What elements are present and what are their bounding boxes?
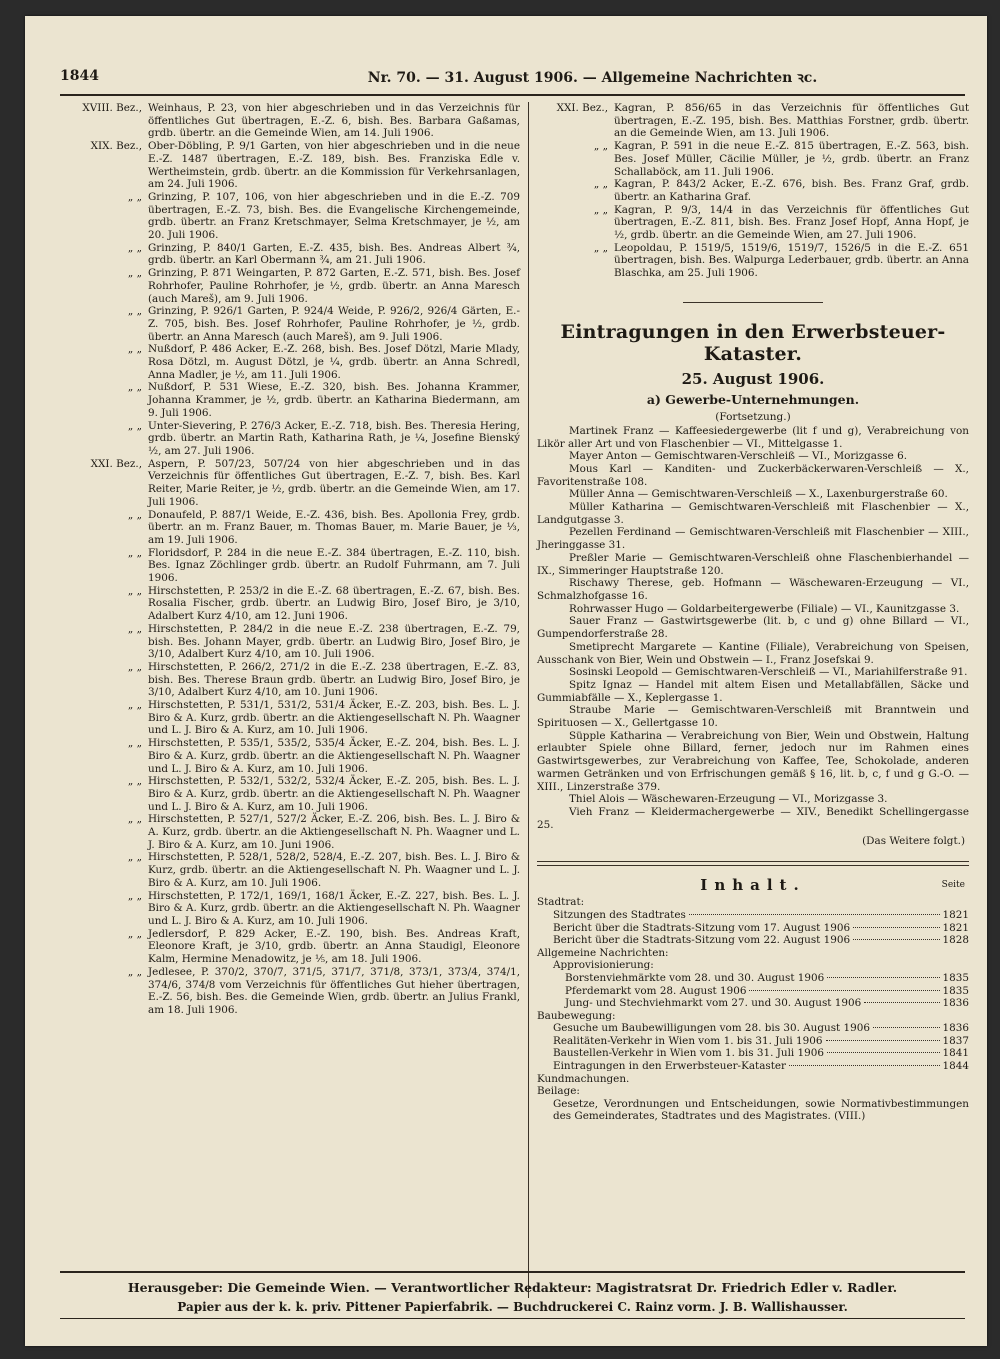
entry-text: Kagran, P. 9/3, 14/4 in das Verzeichnis für öffentliches Gut übertragen, E.-Z. 811, bish. Bes. Franz Josef Hopf, Anna Hopf, je ½, grdb. übertr. an die Gemeinde Wien, am 27. Juli 1906. — [614, 203, 969, 242]
business-entry: Vieh Franz — Kleidermachergewerbe — XIV., Benedikt Schellingergasse 25. — [537, 805, 969, 831]
district-label: „ „ — [127, 305, 142, 318]
toc-page-number: 1821 — [942, 908, 969, 921]
register-entry — [60, 813, 520, 851]
toc-item-text: Baustellen-Verkehr in Wien vom 1. bis 31. Juli 1906 — [553, 1047, 824, 1060]
newspaper-page — [25, 16, 987, 1346]
continuation-note: (Fortsetzung.) — [715, 410, 791, 423]
district-label: „ „ — [127, 508, 142, 521]
register-entry — [60, 267, 520, 305]
entry-text: Hirschstetten, P. 527/1, 527/2 Äcker, E.-Z. 206, bish. Bes. L. J. Biro & A. Kurz, grdb. übertr. an die Aktiengesellschaft N. Ph. Waagner und L. J. Biro & A. Kurz, am 10. Juni 1906. — [148, 813, 520, 851]
entry-text: Grinzing, P. 871 Weingarten, P. 872 Garten, E.-Z. 571, bish. Bes. Josef Rohrhofer, Pauline Rohrhofer, je ½, grdb. übertr. an Anna Maresch (auch Mareš), am 9. Juli 1906. — [148, 267, 520, 305]
entry-text: Grinzing, P. 840/1 Garten, E.-Z. 435, bish. Bes. Andreas Albert ¾, grdb. übertr. an Karl Obermann ¾, am 21. Juli 1906. — [148, 241, 520, 267]
toc-page-number: 1836 — [942, 997, 969, 1010]
business-entry: Mayer Anton — Gemischtwaren-Verschleiß — VI., Morizgasse 6. — [569, 450, 908, 463]
toc-item — [537, 922, 969, 935]
toc-item-text: Realitäten-Verkehr in Wien vom 1. bis 31. Juli 1906 — [553, 1034, 823, 1047]
entry-text: Grinzing, P. 926/1 Garten, P. 924/4 Weide, P. 926/2, 926/4 Gärten, E.-Z. 705, bish. Bes. Josef Rohrhofer, Pauline Rohrhofer, je ½, grdb. übertr. an Anna Maresch (auch Mareš), am 9. Juli 1906. — [148, 305, 520, 343]
district-label: XIX. Bez., — [90, 140, 142, 153]
register-entry — [60, 928, 520, 966]
toc-item-text: Eintragungen in den Erwerbsteuer-Kataster — [553, 1060, 787, 1073]
toc-title: Inhalt. — [700, 876, 806, 895]
toc-page-number: 1836 — [942, 1022, 969, 1035]
leader-dots — [864, 1002, 939, 1003]
right-column — [537, 102, 969, 1302]
district-label: „ „ — [127, 622, 142, 635]
register-entry — [60, 585, 520, 623]
toc-item — [537, 985, 969, 998]
entry-text: Kagran, P. 856/65 in das Verzeichnis für öffentliches Gut übertragen, E.-Z. 195, bish. Bes. Matthias Forstner, grdb. übertr. an die Gemeinde Wien, am 13. Juli 1906. — [614, 102, 969, 140]
register-entry — [537, 204, 969, 242]
business-entry: Martinek Franz — Kaffeesiedergewerbe (lit f und g), Verabreichung von Likör aller Art und von Flaschenbier — VI., Mittelgasse 1. — [537, 424, 969, 450]
register-entry — [60, 661, 520, 699]
business-entry: Straube Marie — Gemischtwaren-Verschleiß mit Branntwein und Spirituosen — X., Gellertgasse 10. — [537, 704, 969, 730]
business-entry: Pezellen Ferdinand — Gemischtwaren-Verschleiß mit Flaschenbier — XIII., Jheringgasse 31. — [537, 526, 969, 552]
toc-page-number: 1835 — [942, 971, 969, 984]
entry-text: Donaufeld, P. 887/1 Weide, E.-Z. 436, bish. Bes. Apollonia Frey, grdb. übertr. an m. Franz Bauer, m. Thomas Bauer, m. Marie Bauer, je ⅓, am 19. Juli 1906. — [148, 508, 520, 546]
register-entry — [60, 699, 520, 737]
entry-text: Nußdorf, P. 486 Acker, E.-Z. 268, bish. Bes. Josef Dötzl, Marie Mlady, Rosa Dötzl, m. August Dötzl, je ¼, grdb. übertr. an Anna Schredl, Anna Madler, je ½, am 11. Juli 1906. — [148, 343, 520, 381]
district-label: „ „ — [127, 699, 142, 712]
header-rule — [60, 94, 965, 96]
entry-text: Jedlesee, P. 370/2, 370/7, 371/5, 371/7, 371/8, 373/1, 373/4, 374/1, 374/6, 374/8 vom Verzeichnis für öffentliches Gut hieher übertragen, E.-Z. 56, bish. Bes. die Gemeinde Wien, grdb. übertr. an Julius Frankl, am 18. Juli 1906. — [148, 965, 520, 1016]
entry-text: Hirschstetten, P. 528/1, 528/2, 528/4, E.-Z. 207, bish. Bes. L. J. Biro & Kurz, grdb. übertr. an die Aktiengesellschaft N. Ph. Waagner und L. J. Biro & A. Kurz, am 10. Juli 1906. — [148, 851, 520, 889]
leader-dots — [827, 977, 939, 978]
business-entry: Rohrwasser Hugo — Goldarbeitergewerbe (Filiale) — VI., Kaunitzgasse 3. — [569, 602, 960, 615]
toc-item — [537, 909, 969, 922]
district-label: „ „ — [127, 737, 142, 750]
printer-line: Papier aus der k. k. priv. Pittener Papierfabrik. — Buchdruckerei C. Rainz vorm. J. B. Wallishausser. — [177, 1300, 848, 1314]
business-entry: Spitz Ignaz — Handel mit altem Eisen und Metallabfällen, Säcke und Gummiabfälle — X., Keplergasse 1. — [537, 678, 969, 704]
toc-item — [537, 1047, 969, 1060]
entry-text: Kagran, P. 843/2 Acker, E.-Z. 676, bish. Bes. Franz Graf, grdb. übertr. an Katharina Graf. — [614, 178, 969, 203]
toc-page-number: 1844 — [942, 1060, 969, 1073]
register-entry — [537, 102, 969, 140]
district-label: „ „ — [127, 267, 142, 280]
register-entry — [537, 242, 969, 280]
register-entry — [60, 623, 520, 661]
district-label: „ „ — [593, 203, 608, 216]
district-label: XVIII. Bez., — [82, 102, 142, 114]
toc-page-number: 1841 — [942, 1047, 969, 1060]
register-entry — [60, 458, 520, 509]
entry-text: Hirschstetten, P. 266/2, 271/2 in die E.-Z. 238 übertragen, E.-Z. 83, bish. Bes. Therese Braun grdb. übertr. an Ludwig Biro, Josef Biro, je 3/10, Adalbert Kurz 4/10, am 10. Juni 1906. — [148, 660, 520, 699]
register-entry — [60, 191, 520, 242]
leader-dots — [789, 1065, 940, 1066]
toc-item — [537, 972, 969, 985]
section-date: 25. August 1906. — [681, 369, 825, 388]
section-title: Eintragungen in den Erwerbsteuer-Kataster. — [560, 320, 946, 365]
district-label: „ „ — [127, 381, 142, 394]
toc-item — [537, 997, 969, 1010]
business-entry: Sosinski Leopold — Gemischtwaren-Verschleiß — VI., Mariahilferstraße 91. — [569, 666, 968, 679]
district-label: XXI. Bez., — [556, 102, 608, 114]
district-label: „ „ — [593, 178, 608, 191]
entry-text: Grinzing, P. 107, 106, von hier abgeschrieben und in die E.-Z. 709 übertragen, E.-Z. 73, bish. Bes. die Evangelische Kirchengemeinde, grdb. übertr. an Franz Kretschmayer, Selma Kretschmayer, je ½, am 20. Juli 1906. — [148, 190, 520, 242]
toc-page-label: Seite — [941, 880, 965, 891]
toc-category: Kundmachungen. — [537, 1072, 630, 1085]
leader-dots — [749, 990, 939, 991]
page-header — [60, 68, 965, 92]
district-label: „ „ — [593, 241, 608, 254]
entry-text: Hirschstetten, P. 532/1, 532/2, 532/4 Äcker, E.-Z. 205, bish. Bes. L. J. Biro & A. Kurz, grdb. übertr. an die Aktiengesellschaft N. Ph. Waagner und L. J. Biro & A. Kurz, am 10. Juli 1906. — [148, 775, 521, 813]
toc-item-text: Sitzungen des Stadtrates — [553, 908, 686, 921]
toc-header — [537, 876, 969, 896]
district-label: „ „ — [127, 813, 142, 826]
toc-category: Beilage: — [537, 1085, 580, 1098]
entry-text: Leopoldau, P. 1519/5, 1519/6, 1519/7, 1526/5 in die E.-Z. 651 übertragen, bish. Bes. Walpurga Lederbauer, grdb. übertr. an Anna Blaschka, am 25. Juli 1906. — [614, 241, 969, 280]
toc-page-number: 1828 — [942, 934, 969, 947]
entry-text: Jedlersdorf, P. 829 Acker, E.-Z. 190, bish. Bes. Andreas Kraft, Eleonore Kraft, je 3/10, grdb. übertr. an Anna Staudigl, Eleonore Kalm, Hermine Menadowitz, je ⅕, am 18. Juli 1906. — [148, 927, 520, 966]
register-entry — [60, 140, 520, 191]
entry-text: Aspern, P. 507/23, 507/24 von hier abgeschrieben und in das Verzeichnis für öffentliches Gut übertragen, E.-Z. 7, bish. Bes. Karl Reiter, Marie Reiter, je ½, grdb. übertr. an die Gemeinde Wien, am 17. Juli 1906. — [148, 457, 520, 508]
footer-rule — [60, 1271, 965, 1273]
toc-item-text: Bericht über die Stadtrats-Sitzung vom 22. August 1906 — [553, 934, 851, 947]
district-label: „ „ — [127, 775, 142, 788]
toc-item-text: Gesuche um Baubewilligungen vom 28. bis 30. August 1906 — [553, 1022, 870, 1035]
continued-note: (Das Weitere folgt.) — [862, 835, 965, 848]
entry-text: Hirschstetten, P. 172/1, 169/1, 168/1 Äcker, E.-Z. 227, bish. Bes. L. J. Biro & A. Kurz, grdb. übertr. an die Aktiengesellschaft N. Ph. Waagner und L. J. Biro & A. Kurz, am 10. Juli 1906. — [148, 889, 521, 927]
entry-text: Weinhaus, P. 23, von hier abgeschrieben und in das Verzeichnis für öffentliches Gut übertragen, E.-Z. 6, bish. Bes. Barbara Gaßamas, grdb. übertr. an die Gemeinde Wien, am 14. Juli 1906. — [148, 102, 520, 140]
register-entry — [60, 966, 520, 1017]
entry-text: Unter-Sievering, P. 276/3 Acker, E.-Z. 718, bish. Bes. Theresia Hering, grdb. übertr. an Martin Rath, Katharina Rath, je ¼, Josefine Bienský ½, am 27. Juli 1906. — [148, 419, 520, 457]
business-entry: Müller Katharina — Gemischtwaren-Verschleiß mit Flaschenbier — X., Landgutgasse 3. — [537, 501, 969, 526]
entry-text: Nußdorf, P. 531 Wiese, E.-Z. 320, bish. Bes. Johanna Krammer, Johanna Krammer, je ½, grdb. übertr. an Katharina Biedermann, am 9. Juli 1906. — [148, 381, 520, 419]
entry-text: Hirschstetten, P. 531/1, 531/2, 531/4 Äcker, E.-Z. 203, bish. Bes. L. J. Biro & A. Kurz, grdb. übertr. an die Aktiengesellschaft N. Ph. Waagner und L. J. Biro & A. Kurz, am 10. Juli 1906. — [148, 699, 521, 737]
district-label: „ „ — [127, 927, 142, 940]
district-label: XXI. Bez., — [90, 457, 142, 470]
toc-separator — [537, 861, 969, 866]
page-number: 1844 — [60, 68, 99, 84]
entry-text: Hirschstetten, P. 284/2 in die neue E.-Z. 238 übertragen, E.-Z. 79, bish. Bes. Johann Mayer, grdb. übertr. an Ludwig Biro, Josef Biro, je 3/10, Adalbert Kurz 4/10, am 10. Juli 1906. — [148, 622, 520, 661]
district-label: „ „ — [127, 419, 142, 432]
register-entry — [60, 420, 520, 458]
leader-dots — [689, 914, 940, 915]
land-register-entries-left — [60, 102, 520, 1017]
toc-item-text: Bericht über die Stadtrats-Sitzung vom 17. August 1906 — [553, 921, 851, 934]
toc-page-number: 1835 — [942, 984, 969, 997]
district-label: „ „ — [127, 851, 142, 864]
toc-item-text: Jung- und Stechviehmarkt vom 27. und 30. August 1906 — [565, 997, 862, 1010]
business-entry: Rischawy Therese, geb. Hofmann — Wäschewaren-Erzeugung — VI., Schmalzhofgasse 16. — [537, 577, 969, 602]
entry-text: Kagran, P. 591 in die neue E.-Z. 815 übertragen, E.-Z. 563, bish. Bes. Josef Müller, Cäcilie Müller, je ½, grdb. übertr. an Franz Schallaböck, am 11. Juli 1906. — [614, 140, 969, 178]
entry-text: Hirschstetten, P. 253/2 in die E.-Z. 68 übertragen, E.-Z. 67, bish. Bes. Rosalia Fischer, grdb. übertr. an Ludwig Biro, Josef Biro, je 3/10, Adalbert Kurz 4/10, am 12. Juni 1906. — [148, 584, 520, 623]
business-entry: Thiel Alois — Wäschewaren-Erzeugung — VI., Morizgasse 3. — [569, 793, 888, 806]
leader-dots — [873, 1027, 940, 1028]
register-entry — [60, 242, 520, 267]
section-separator — [683, 302, 823, 303]
district-label: „ „ — [127, 584, 142, 597]
toc-item — [537, 1060, 969, 1073]
toc-item — [537, 1035, 969, 1048]
district-label: „ „ — [127, 190, 142, 203]
running-head: Nr. 70. — 31. August 1906. — Allgemeine Nachrichten ꝛc. — [367, 70, 818, 86]
register-entry — [537, 140, 969, 178]
register-entry — [60, 381, 520, 419]
register-entry — [60, 851, 520, 889]
leader-dots — [853, 927, 939, 928]
table-of-contents — [537, 876, 969, 1123]
toc-page-number: 1821 — [942, 921, 969, 934]
toc-supplement-text: Gesetze, Verordnungen und Entscheidungen, sowie Normativbestimmungen des Gemeinderates, Stadtrates und des Magistrates. (VIII.) — [553, 1097, 969, 1123]
toc-category: Allgemeine Nachrichten: — [537, 946, 669, 959]
left-column — [60, 102, 520, 1302]
business-entry: Preßler Marie — Gemischtwaren-Verschleiß ohne Flaschenbierhandel — IX., Simmeringer Hauptstraße 120. — [537, 551, 969, 577]
business-entries — [537, 425, 969, 832]
toc-item — [537, 934, 969, 947]
leader-dots — [853, 939, 939, 940]
business-entry: Müller Anna — Gemischtwaren-Verschleiß — X., Laxenburgerstraße 60. — [569, 488, 948, 501]
district-label: „ „ — [127, 241, 142, 254]
register-entry — [60, 305, 520, 343]
district-label: „ „ — [127, 965, 142, 978]
toc-subcategory: Approvisionierung: — [553, 959, 654, 972]
register-entry — [60, 547, 520, 585]
publisher-line: Herausgeber: Die Gemeinde Wien. — Verantwortlicher Redakteur: Magistratsrat Dr. Friedrich Edler v. Radler. — [127, 1280, 898, 1295]
business-entry: Sauer Franz — Gastwirtsgewerbe (lit. b, c und g) ohne Billard — VI., Gumpendorferstraße 28. — [537, 615, 969, 641]
leader-dots — [826, 1040, 940, 1041]
tax-register-section — [537, 321, 969, 848]
section-subtitle: a) Gewerbe-Unternehmungen. — [646, 391, 860, 407]
register-entry — [60, 737, 520, 775]
toc-item — [537, 1022, 969, 1035]
register-entry — [60, 102, 520, 140]
toc-item-text: Borstenviehmärkte vom 28. und 30. August 1906 — [565, 971, 825, 984]
district-label: „ „ — [593, 140, 608, 153]
district-label: „ „ — [127, 660, 142, 673]
business-entry: Süpple Katharina — Verabreichung von Bier, Wein und Obstwein, Haltung erlaubter Spiele ohne Billard, ferner, jedoch nur im Rahmen eines Gastwirtsgewerbes, zur Verabreichung von Kaffee, Tee, Schokolade, anderen warmen Getränken und von Erfrischungen gemäß § 16, lit. b, c, f und g G.-O. — XIII., Linzerstraße 379. — [537, 729, 969, 793]
toc-category: Stadtrat: — [537, 896, 585, 909]
leader-dots — [827, 1052, 940, 1053]
entry-text: Floridsdorf, P. 284 in die neue E.-Z. 384 übertragen, E.-Z. 110, bish. Bes. Ignaz Zöchlinger grdb. übertr. an Rudolf Fuhrmann, am 7. Juli 1906. — [148, 546, 520, 585]
district-label: „ „ — [127, 546, 142, 559]
district-label: „ „ — [127, 889, 142, 902]
toc-item-text: Pferdemarkt vom 28. August 1906 — [565, 984, 747, 997]
land-register-entries-right — [537, 102, 969, 280]
entry-text: Hirschstetten, P. 535/1, 535/2, 535/4 Äcker, E.-Z. 204, bish. Bes. L. J. Biro & A. Kurz, grdb. übertr. an die Aktiengesellschaft N. Ph. Waagner und L. J. Biro & A. Kurz, am 10. Juli 1906. — [148, 737, 521, 775]
entry-text: Ober-Döbling, P. 9/1 Garten, von hier abgeschrieben und in die neue E.-Z. 1487 übertragen, E.-Z. 189, bish. Bes. Franziska Edle v. Wertheimstein, grdb. übertr. an die Kommission für Verkehrsanlagen, am 24. Juli 1906. — [148, 140, 520, 191]
register-entry — [537, 178, 969, 203]
register-entry — [60, 890, 520, 928]
business-entry: Mous Karl — Kanditen- und Zuckerbäckerwaren-Verschleiß — X., Favoritenstraße 108. — [537, 462, 969, 488]
register-entry — [60, 343, 520, 381]
district-label: „ „ — [127, 343, 142, 356]
toc-category: Baubewegung: — [537, 1009, 616, 1022]
register-entry — [60, 509, 520, 547]
register-entry — [60, 775, 520, 813]
footer-rule-bottom — [60, 1318, 965, 1319]
business-entry: Smetiprecht Margarete — Kantine (Filiale), Verabreichung von Speisen, Ausschank von Bier, Wein und Obstwein — I., Franz Josefskai 9. — [537, 640, 969, 666]
column-divider — [528, 102, 529, 1298]
toc-page-number: 1837 — [942, 1034, 969, 1047]
